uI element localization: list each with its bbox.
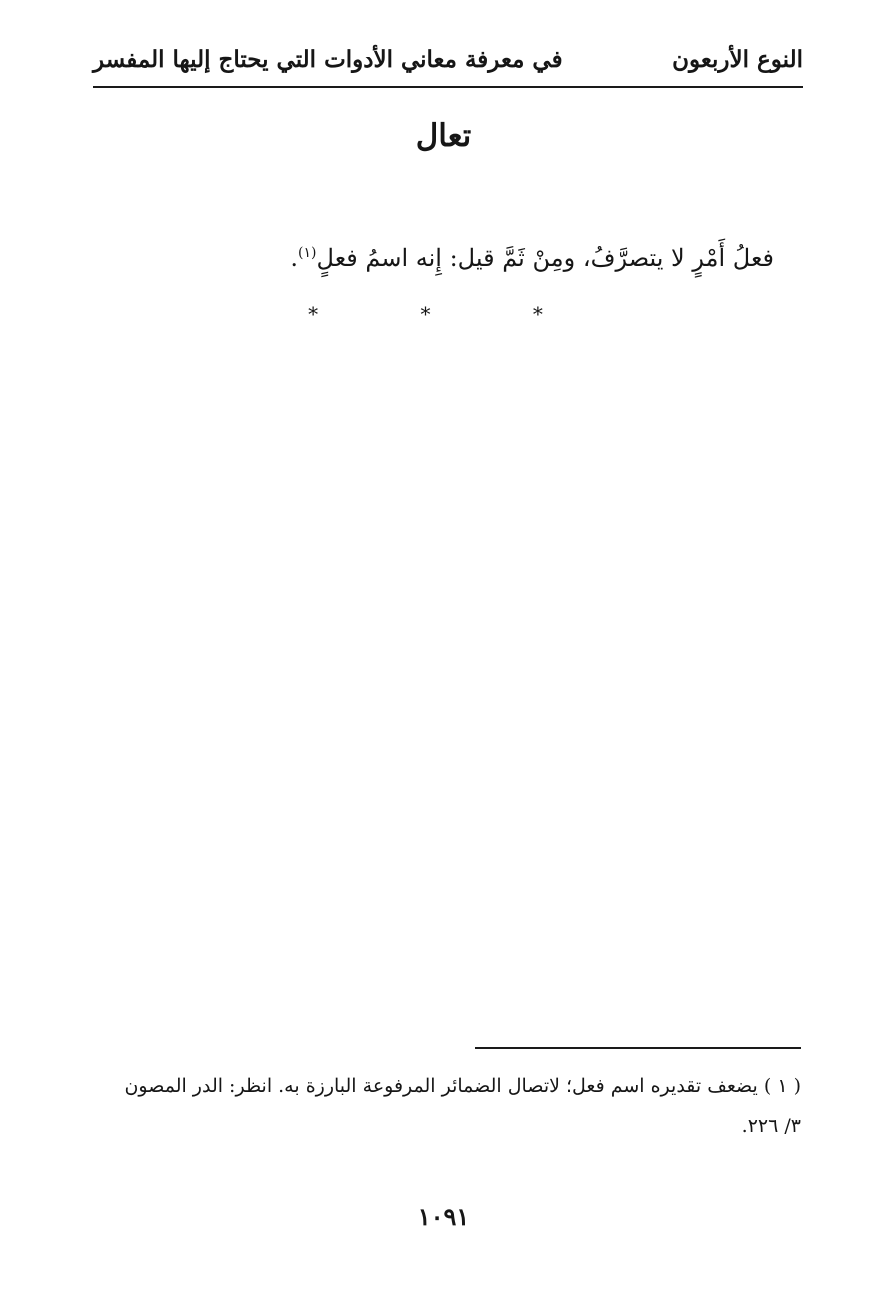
entry-body-text: فعلُ أَمْرٍ لا يتصرَّفُ، ومِنْ ثَمَّ قيل: إِنه اسمُ فعلٍ: [316, 244, 774, 272]
entry-title: تعال: [415, 118, 472, 154]
footnote: [86, 1066, 801, 1146]
separator-asterisk: *: [420, 302, 467, 326]
entry-body-end: .: [290, 244, 299, 272]
entry-body: [174, 238, 774, 278]
separator-asterisk: *: [532, 302, 579, 326]
footnote-line-1: ( ١ ) يضعف تقديره اسم فعل؛ لاتصال الضمائر المرفوعة البارزة به. انظر: الدر المصون: [124, 1075, 801, 1097]
header-chapter-title: النوع الأربعون: [672, 46, 803, 73]
header-book-subtitle: في معرفة معاني الأدوات التي يحتاج إليها المفسر: [93, 46, 563, 73]
footnote-reference[interactable]: (١): [298, 245, 317, 261]
section-separator: [0, 302, 887, 326]
footnote-line-2: ٣/ ٢٢٦.: [741, 1115, 801, 1137]
running-header: [93, 42, 803, 82]
footnote-rule: [475, 1047, 801, 1049]
separator-asterisk: *: [308, 302, 355, 326]
page-number: ١٠٩١: [417, 1202, 470, 1231]
header-rule: [93, 86, 803, 88]
